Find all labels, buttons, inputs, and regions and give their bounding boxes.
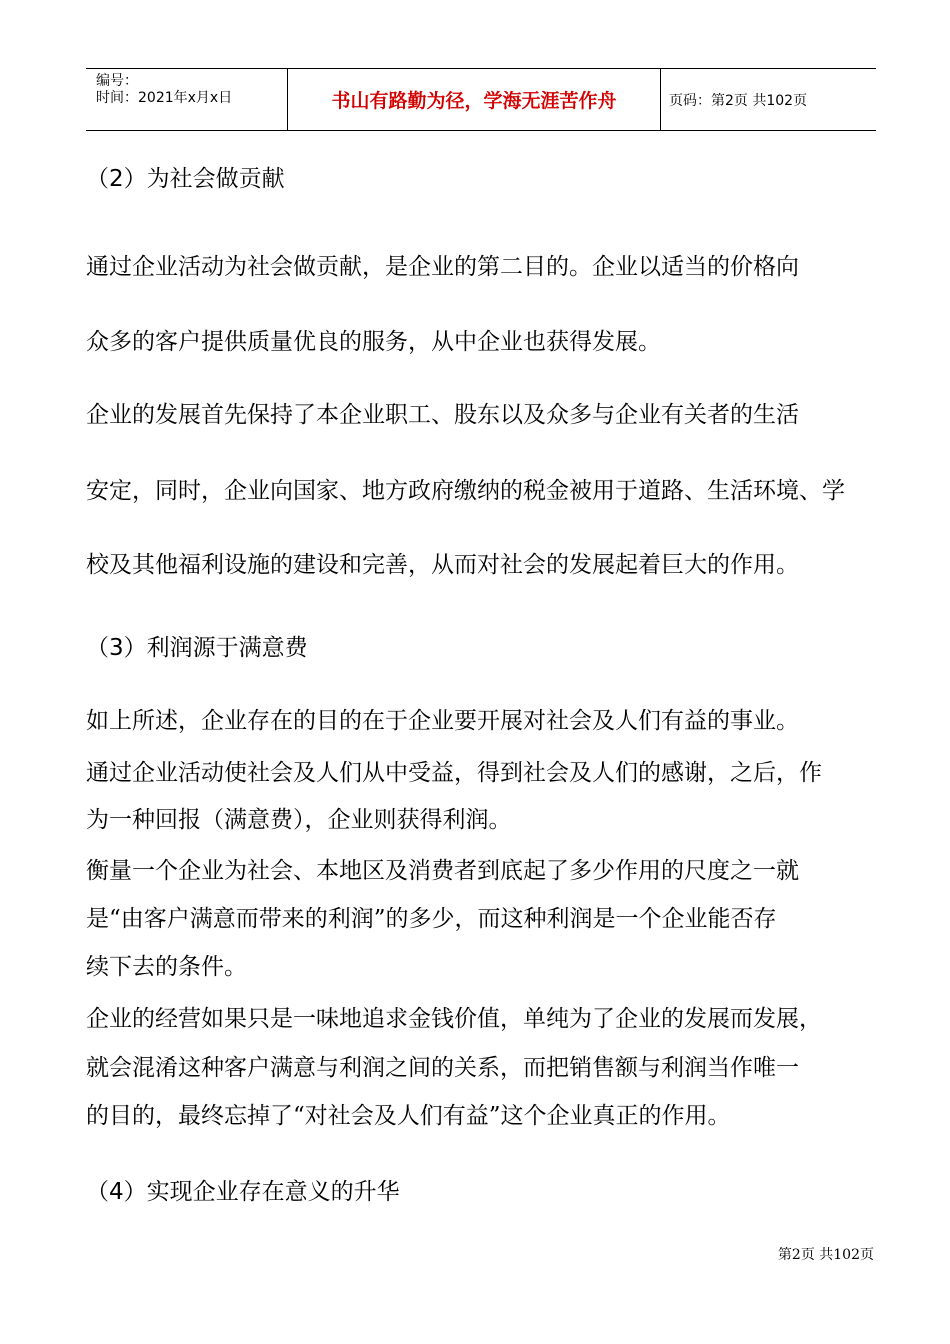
body-line: 校及其他福利设施的建设和完善，从而对社会的发展起着巨大的作用。 xyxy=(86,552,799,578)
body-line: 就会混淆这种客户满意与利润之间的关系，而把销售额与利润当作唯一 xyxy=(86,1055,799,1081)
body-line: 通过企业活动为社会做贡献，是企业的第二目的。企业以适当的价格向 xyxy=(86,254,799,280)
header-meta xyxy=(86,69,288,130)
body-line: 续下去的条件。 xyxy=(86,954,247,980)
header-motto: 书山有路勤为径，学海无涯苦作舟 xyxy=(288,69,661,130)
body-line: 为一种回报（满意费），企业则获得利润。 xyxy=(86,807,512,833)
body-line: 通过企业活动使社会及人们从中受益，得到社会及人们的感谢，之后，作 xyxy=(86,760,822,786)
section-heading: （2）为社会做贡献 xyxy=(86,166,285,192)
header-page-number: 页码：第2页 共102页 xyxy=(669,92,808,109)
body-line: 是“由客户满意而带来的利润”的多少，而这种利润是一个企业能否存 xyxy=(86,906,777,932)
number-label: 编号： xyxy=(96,73,138,89)
time-label: 时间：2021年x月x日 xyxy=(96,90,233,106)
body-line: 众多的客户提供质量优良的服务，从中企业也获得发展。 xyxy=(86,329,661,355)
body-line: 安定，同时，企业向国家、地方政府缴纳的税金被用于道路、生活环境、学 xyxy=(86,478,845,504)
body-line: 的目的，最终忘掉了“对社会及人们有益”这个企业真正的作用。 xyxy=(86,1103,731,1129)
page-footer: 第2页 共102页 xyxy=(777,1247,874,1263)
page-header xyxy=(86,68,876,131)
section-heading: （4）实现企业存在意义的升华 xyxy=(86,1179,400,1205)
body-line: 企业的发展首先保持了本企业职工、股东以及众多与企业有关者的生活 xyxy=(86,402,799,428)
body-line: 企业的经营如果只是一味地追求金钱价值，单纯为了企业的发展而发展， xyxy=(86,1006,822,1032)
section-heading: （3）利润源于满意费 xyxy=(86,635,308,661)
body-line: 如上所述，企业存在的目的在于企业要开展对社会及人们有益的事业。 xyxy=(86,708,799,734)
body-line: 衡量一个企业为社会、本地区及消费者到底起了多少作用的尺度之一就 xyxy=(86,858,799,884)
